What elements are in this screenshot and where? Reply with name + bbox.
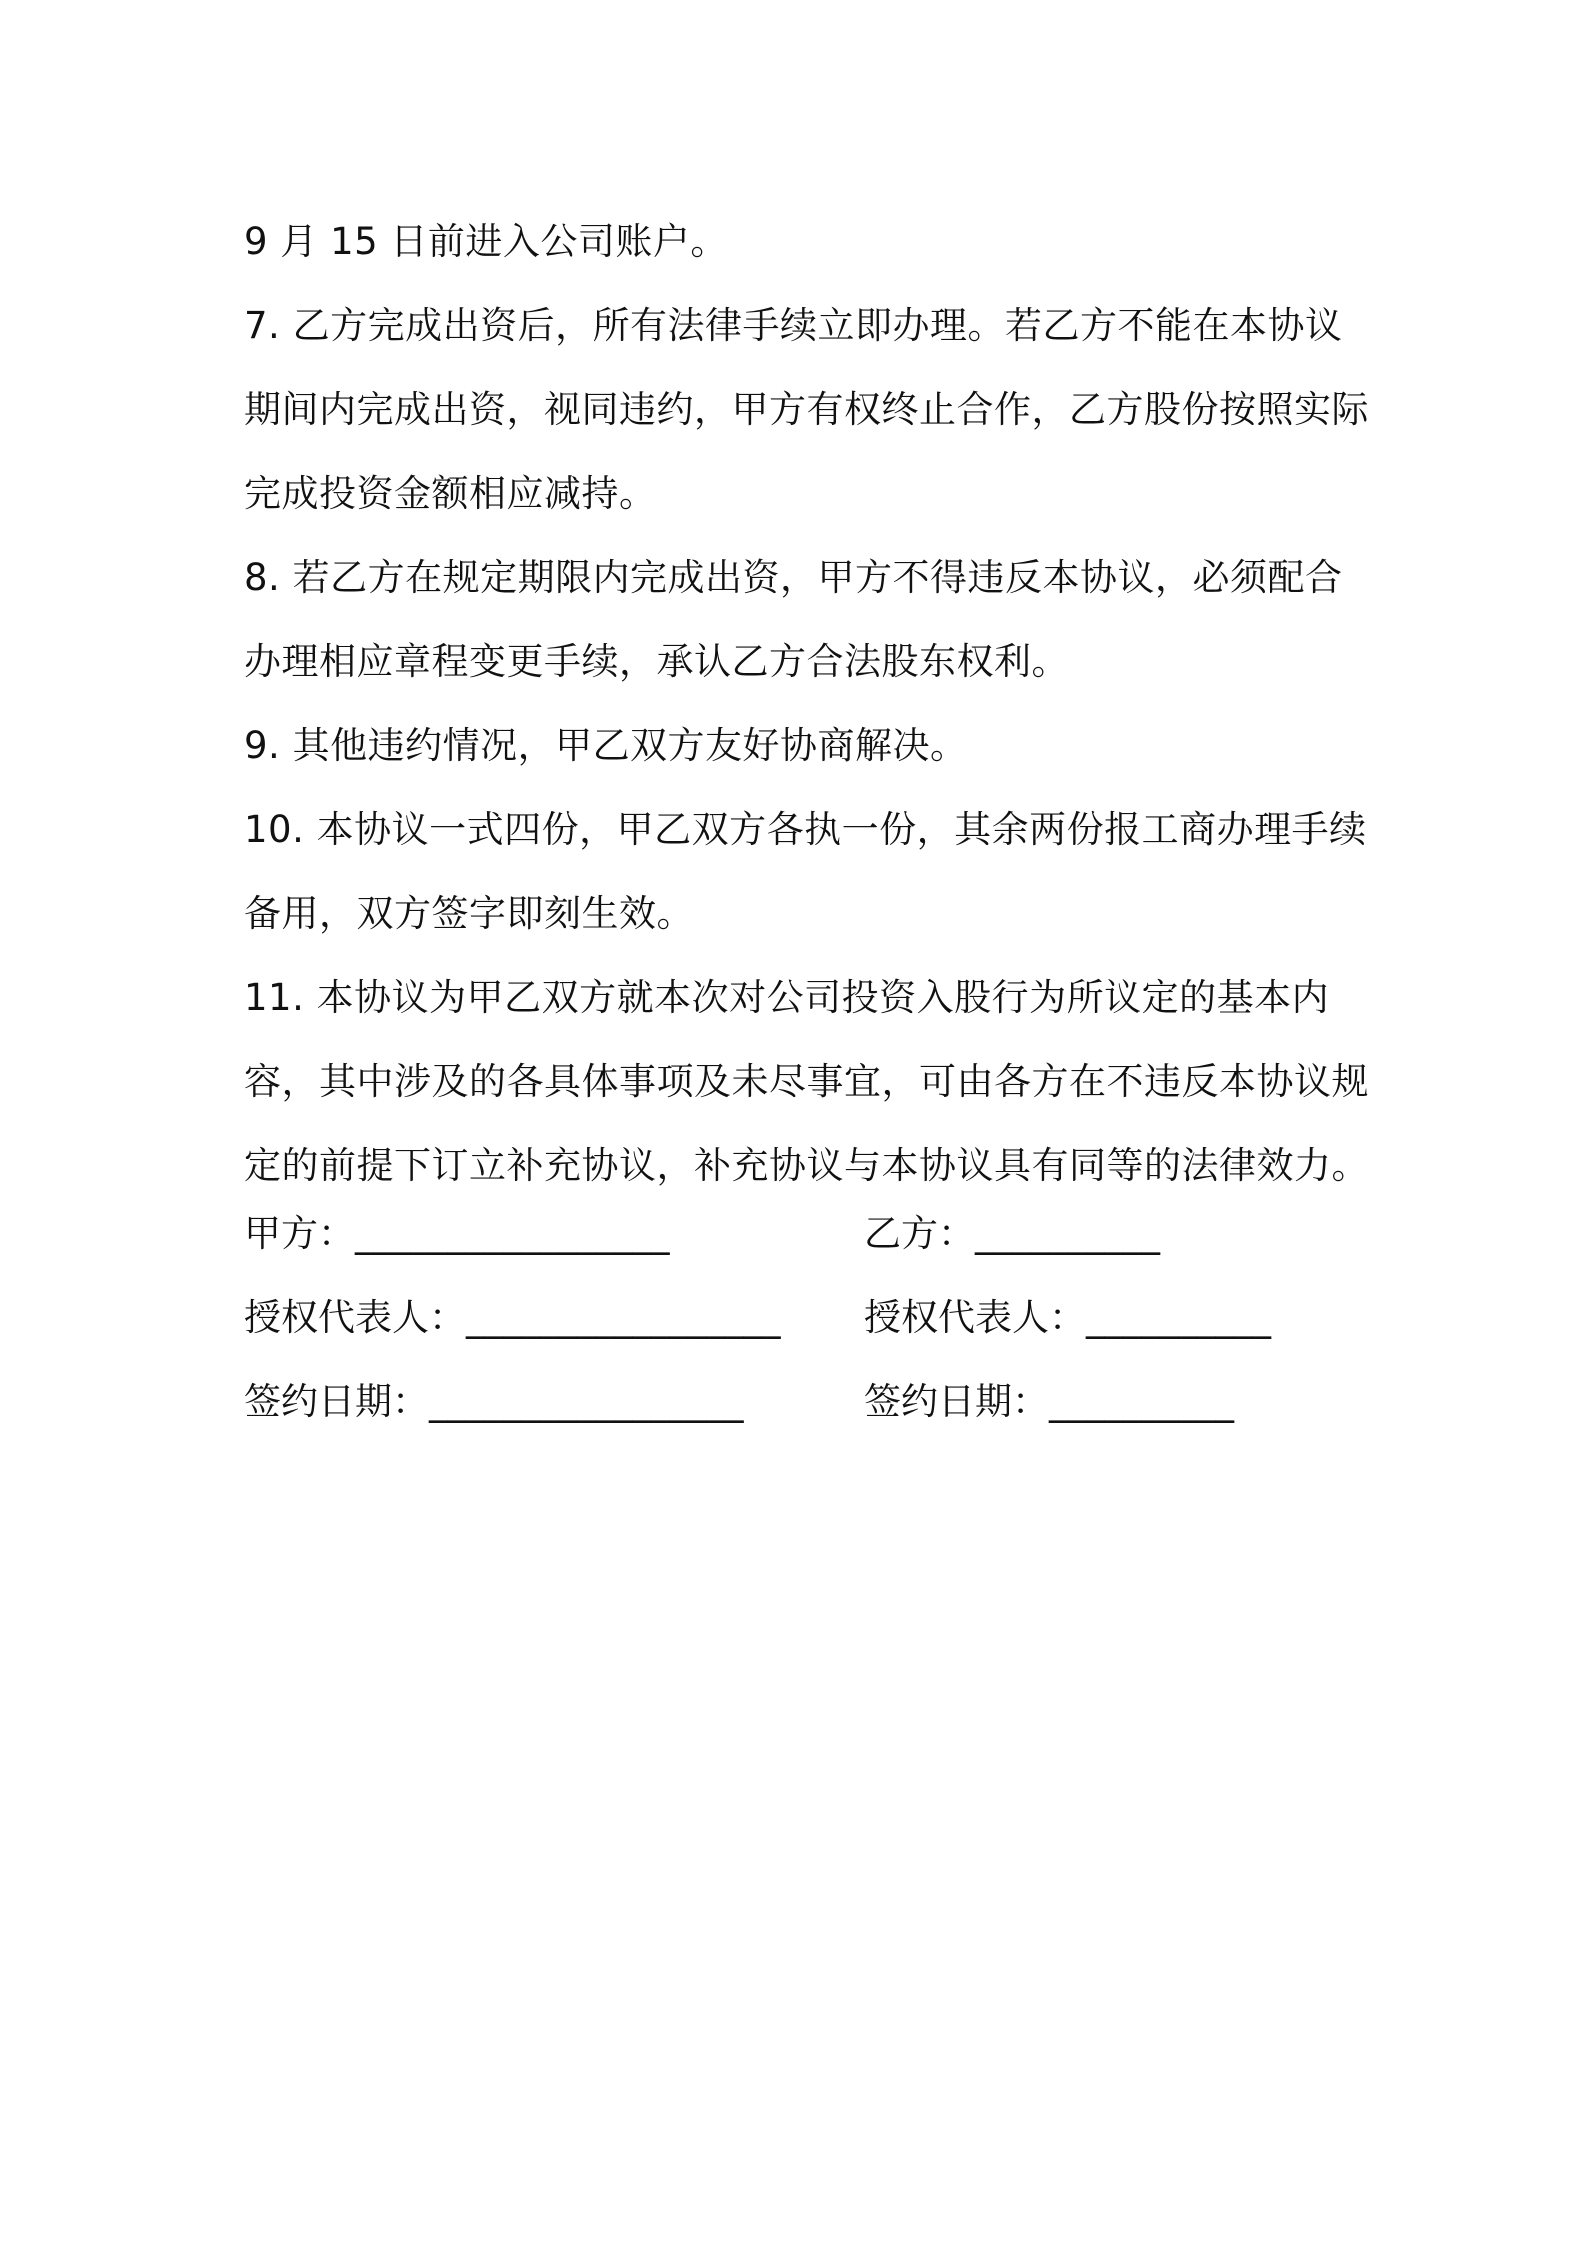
clause-7-line-3: 完成投资金额相应减持。	[244, 472, 657, 515]
signature-row-representative	[244, 1276, 1364, 1360]
agreement-body	[244, 200, 1369, 1208]
clause-11-line-3: 定的前提下订立补充协议，补充协议与本协议具有同等的法律效力。	[244, 1144, 1369, 1187]
clause-11-line-1: 11. 本协议为甲乙双方就本次对公司投资入股行为所议定的基本内	[244, 976, 1330, 1019]
clause-8-line-2: 办理相应章程变更手续，承认乙方合法股东权利。	[244, 640, 1069, 683]
party-a-signature-line: 甲方：_________________	[244, 1212, 670, 1255]
clause-9-line-1: 9. 其他违约情况，甲乙双方友好协商解决。	[244, 724, 968, 767]
text-line-1: 9 月 15 日前进入公司账户。	[244, 220, 728, 263]
clause-10-line-2: 备用，双方签字即刻生效。	[244, 892, 694, 935]
clause-8-line-1: 8. 若乙方在规定期限内完成出资，甲方不得违反本协议，必须配合	[244, 556, 1343, 599]
party-b-date-line: 签约日期：__________	[864, 1380, 1234, 1423]
clause-7-line-2: 期间内完成出资，视同违约，甲方有权终止合作，乙方股份按照实际	[244, 388, 1369, 431]
clause-10-line-1: 10. 本协议一式四份，甲乙双方各执一份，其余两份报工商办理手续	[244, 808, 1367, 851]
signature-row-party	[244, 1192, 1364, 1276]
signature-row-date	[244, 1360, 1364, 1444]
party-b-signature-line: 乙方：__________	[864, 1212, 1160, 1255]
clause-7-line-1: 7. 乙方完成出资后，所有法律手续立即办理。若乙方不能在本协议	[244, 304, 1343, 347]
party-b-representative-line: 授权代表人：__________	[864, 1296, 1271, 1339]
party-a-representative-line: 授权代表人：_________________	[244, 1296, 781, 1339]
clause-11-line-2: 容，其中涉及的各具体事项及未尽事宜，可由各方在不违反本协议规	[244, 1060, 1369, 1103]
party-a-date-line: 签约日期：_________________	[244, 1380, 744, 1423]
signature-block	[244, 1192, 1364, 1444]
